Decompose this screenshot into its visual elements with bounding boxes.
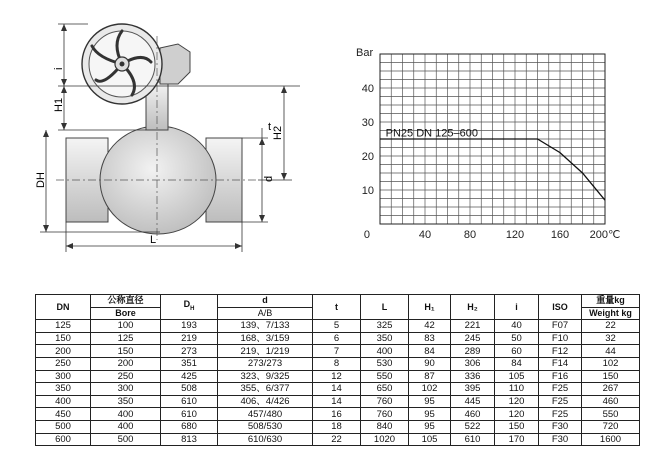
table-cell: 425 (161, 370, 218, 383)
y-tick-label: 10 (361, 185, 374, 197)
header-dh: $D_H$ (161, 295, 218, 320)
table-cell: 6 (313, 332, 361, 345)
header-bore: Bore (91, 307, 161, 320)
table-cell: 306 (451, 357, 495, 370)
table-cell: 445 (451, 395, 495, 408)
table-cell: 550 (582, 408, 640, 421)
table-cell: 245 (451, 332, 495, 345)
header-bore-cn: 公称直径 (91, 295, 161, 308)
table-cell: 42 (409, 320, 451, 333)
table-cell: 95 (409, 420, 451, 433)
table-cell: 18 (313, 420, 361, 433)
header-weight: Weight kg (582, 307, 640, 320)
table-cell: F25 (539, 395, 582, 408)
header-d: d (218, 295, 313, 308)
header-t: t (313, 295, 361, 320)
table-cell: 610 (451, 433, 495, 446)
table-cell: 102 (582, 357, 640, 370)
table-row (36, 433, 640, 446)
valve-drawing (0, 0, 340, 290)
dim-label-h1: H1 (53, 97, 65, 112)
header-h2: H₂ (451, 295, 495, 320)
table-cell: 150 (36, 332, 91, 345)
table-cell: 250 (91, 370, 161, 383)
table-cell: 250 (36, 357, 91, 370)
y-tick-label: 40 (361, 83, 374, 95)
table-cell: 84 (409, 345, 451, 358)
table-cell: 22 (313, 433, 361, 446)
table-row (36, 395, 640, 408)
x-tick-label: 0 (363, 229, 370, 241)
dim-label-l: L (150, 234, 157, 246)
table-cell: 150 (495, 420, 539, 433)
dim-label-t: t (268, 121, 272, 133)
table-cell: 610 (161, 408, 218, 421)
table-row (36, 345, 640, 358)
table-cell: 12 (313, 370, 361, 383)
table-cell: 355、6/377 (218, 383, 313, 396)
table-cell: 522 (451, 420, 495, 433)
table-cell: 125 (36, 320, 91, 333)
dim-label-h2: H2 (272, 125, 284, 140)
table-cell: 90 (409, 357, 451, 370)
table-cell: 87 (409, 370, 451, 383)
header-h1: H₁ (409, 295, 451, 320)
table-cell: 102 (409, 383, 451, 396)
table-cell: 600 (36, 433, 91, 446)
table-cell: 105 (409, 433, 451, 446)
table-cell: 83 (409, 332, 451, 345)
y-tick-label: 30 (361, 117, 374, 129)
table-cell: 219 (161, 332, 218, 345)
table-cell: 139、7/133 (218, 320, 313, 333)
table-cell: 32 (582, 332, 640, 345)
table-cell: 16 (313, 408, 361, 421)
table-cell: 125 (91, 332, 161, 345)
dimension-table (35, 294, 640, 446)
table-cell: 720 (582, 420, 640, 433)
table-cell: 336 (451, 370, 495, 383)
table-cell: 200 (36, 345, 91, 358)
x-tick-label: 200℃ (589, 229, 621, 241)
table-row (36, 408, 640, 421)
table-cell: 120 (495, 395, 539, 408)
table-cell: 273/273 (218, 357, 313, 370)
table-cell: 200 (91, 357, 161, 370)
table-cell: 460 (582, 395, 640, 408)
table-cell: 760 (361, 408, 409, 421)
table-cell: F25 (539, 408, 582, 421)
table-cell: 120 (495, 408, 539, 421)
table-row (36, 420, 640, 433)
table-cell: F25 (539, 383, 582, 396)
table-cell: 840 (361, 420, 409, 433)
table-cell: 110 (495, 383, 539, 396)
table-cell: 400 (36, 395, 91, 408)
header-iso: ISO (539, 295, 582, 320)
table-row (36, 357, 640, 370)
chart-labels (356, 47, 620, 241)
table-cell: 350 (361, 332, 409, 345)
table-cell: 500 (91, 433, 161, 446)
table-row (36, 370, 640, 383)
table-cell: 350 (91, 395, 161, 408)
table-cell: 300 (36, 370, 91, 383)
table-cell: 1600 (582, 433, 640, 446)
table-cell: 300 (91, 383, 161, 396)
table-cell: F14 (539, 357, 582, 370)
table-cell: 325 (361, 320, 409, 333)
table-cell: 610 (161, 395, 218, 408)
header-weight-cn: 重量kg (582, 295, 640, 308)
table-cell: 170 (495, 433, 539, 446)
header-d-sub: A/B (218, 307, 313, 320)
table-cell: 289 (451, 345, 495, 358)
table-body (36, 320, 640, 446)
table-cell: 680 (161, 420, 218, 433)
table-cell: 100 (91, 320, 161, 333)
table-cell: 50 (495, 332, 539, 345)
table-cell: 610/630 (218, 433, 313, 446)
table-cell: 40 (495, 320, 539, 333)
dim-label-dh: DH (35, 172, 47, 188)
table-cell: 44 (582, 345, 640, 358)
table-cell: 84 (495, 357, 539, 370)
dim-label-i: i (53, 67, 65, 70)
x-tick-label: 40 (418, 229, 432, 241)
table-cell: 22 (582, 320, 640, 333)
table-cell: 813 (161, 433, 218, 446)
table-cell: 273 (161, 345, 218, 358)
chart-annotation: PN25 DN 125–600 (385, 127, 478, 140)
table-cell: 150 (582, 370, 640, 383)
table-cell: 530 (361, 357, 409, 370)
x-tick-label: 160 (550, 229, 570, 241)
table-cell: 193 (161, 320, 218, 333)
table-cell: 5 (313, 320, 361, 333)
table-cell: 8 (313, 357, 361, 370)
table-cell: 14 (313, 395, 361, 408)
table-cell: 350 (36, 383, 91, 396)
table-cell: 550 (361, 370, 409, 383)
table-cell: 508 (161, 383, 218, 396)
table-cell: 400 (361, 345, 409, 358)
table-cell: 219、1/219 (218, 345, 313, 358)
table-cell: 7 (313, 345, 361, 358)
table-cell: 760 (361, 395, 409, 408)
header-l: L (361, 295, 409, 320)
table-cell: 450 (36, 408, 91, 421)
header-dn: DN (36, 295, 91, 320)
table-cell: 267 (582, 383, 640, 396)
table-cell: 221 (451, 320, 495, 333)
table-cell: 168、3/159 (218, 332, 313, 345)
pressure-temperature-chart (340, 40, 640, 250)
table-cell: 1020 (361, 433, 409, 446)
gearbox (160, 44, 190, 84)
table-cell: F30 (539, 420, 582, 433)
table-cell: 650 (361, 383, 409, 396)
table-cell: 95 (409, 395, 451, 408)
table-cell: 400 (91, 408, 161, 421)
table-cell: 457/480 (218, 408, 313, 421)
table-cell: 150 (91, 345, 161, 358)
table-cell: F07 (539, 320, 582, 333)
table-cell: 105 (495, 370, 539, 383)
y-tick-label: 20 (361, 151, 374, 163)
x-tick-label: 80 (463, 229, 477, 241)
table-cell: F12 (539, 345, 582, 358)
table-cell: 14 (313, 383, 361, 396)
table-cell: 395 (451, 383, 495, 396)
x-tick-label: 120 (505, 229, 525, 241)
table-row (36, 383, 640, 396)
header-i: i (495, 295, 539, 320)
table-cell: 95 (409, 408, 451, 421)
dim-label-d: d (263, 175, 275, 182)
table-cell: 460 (451, 408, 495, 421)
table-cell: 400 (91, 420, 161, 433)
table-cell: 508/530 (218, 420, 313, 433)
table-row (36, 332, 640, 345)
table-cell: F16 (539, 370, 582, 383)
y-axis-label: Bar (356, 47, 374, 59)
table-cell: 323、9/325 (218, 370, 313, 383)
table-cell: F30 (539, 433, 582, 446)
table-cell: 60 (495, 345, 539, 358)
table-cell: 406、4/426 (218, 395, 313, 408)
table-cell: F10 (539, 332, 582, 345)
table-cell: 351 (161, 357, 218, 370)
table-row (36, 320, 640, 333)
table-cell: 500 (36, 420, 91, 433)
